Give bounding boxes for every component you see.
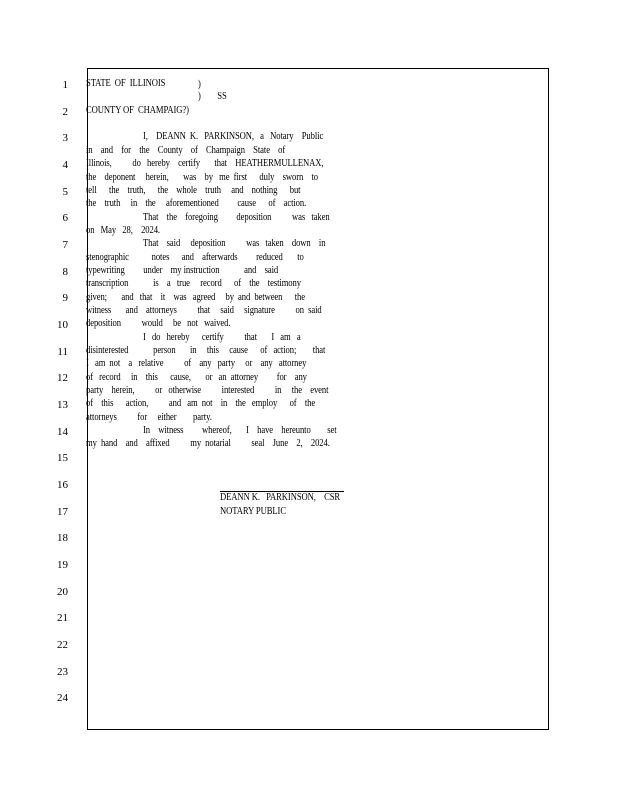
- body-line: I am not a relative of any party or any attorney: [86, 358, 307, 369]
- body-line: stenographic notes and afterwards reduced to: [86, 252, 304, 263]
- body-line: on May 28, 2024.: [86, 225, 160, 236]
- body-line: That the foregoing deposition was taken: [143, 212, 330, 223]
- line-number: 9: [62, 292, 68, 304]
- body-line: I, DEANN K. PARKINSON, a Notary Public: [143, 131, 324, 142]
- caption-paren-ss: ) SS: [198, 91, 227, 102]
- caption-paren: ): [198, 79, 201, 90]
- body-line: typewriting under my instruction and said: [86, 265, 279, 276]
- body-line: the deponent herein, was by me first duly sworn to: [86, 172, 318, 183]
- body-line: the truth in the aforementioned cause of action.: [86, 198, 307, 209]
- line-number: 12: [57, 372, 68, 384]
- body-line: my hand and affixed my notarial seal June 2, 2024.: [86, 438, 330, 449]
- body-line: disinterested person in this cause of action; that: [86, 345, 326, 356]
- body-line: In witness whereof, I have hereunto set: [143, 425, 337, 436]
- line-number: 14: [57, 426, 68, 438]
- signature-name: DEANN K. PARKINSON, CSR: [220, 492, 341, 503]
- body-line: I do hereby certify that I am a: [143, 332, 301, 343]
- line-number: 15: [57, 452, 68, 464]
- body-line: transcription is a true record of the testimony: [86, 278, 301, 289]
- line-number: 4: [62, 159, 68, 171]
- line-number: 1: [62, 79, 68, 91]
- line-number: 5: [62, 186, 68, 198]
- line-number: 22: [57, 639, 68, 651]
- body-line: given; and that it was agreed by and between the: [86, 292, 306, 303]
- line-number: 23: [57, 666, 68, 678]
- signature-title: NOTARY PUBLIC: [220, 506, 286, 517]
- body-line: deposition would be not waived.: [86, 318, 231, 329]
- line-number: 13: [57, 399, 68, 411]
- body-line: party herein, or otherwise interested in the event: [86, 385, 329, 396]
- line-number: 17: [57, 506, 68, 518]
- line-number: 10: [57, 319, 68, 331]
- body-line: attorneys for either party.: [86, 412, 212, 423]
- line-number: 19: [57, 559, 68, 571]
- body-line: Illinois, do hereby certify that HEATHERMULLENAX,: [86, 158, 324, 169]
- line-number: 21: [57, 612, 68, 624]
- body-line: That said deposition was taken down in: [143, 238, 326, 249]
- body-line: of record in this cause, or an attorney for any: [86, 372, 307, 383]
- line-number: 2: [62, 106, 68, 118]
- line-number: 3: [62, 132, 68, 144]
- body-line: of this action, and am not in the employ of the: [86, 398, 316, 409]
- line-number: 7: [62, 239, 68, 251]
- line-number: 18: [57, 532, 68, 544]
- line-number: 6: [62, 212, 68, 224]
- line-number: 16: [57, 479, 68, 491]
- caption-state: STATE OF ILLINOIS: [86, 78, 166, 89]
- line-number: 20: [57, 586, 68, 598]
- line-number: 11: [57, 346, 68, 358]
- line-number: 8: [62, 266, 68, 278]
- line-number: 24: [57, 692, 68, 704]
- body-line: tell the truth, the whole truth and nothing but: [86, 185, 301, 196]
- body-line: in and for the County of Champaign State of: [86, 145, 286, 156]
- caption-county: COUNTY OF CHAMPAIG?): [86, 105, 189, 116]
- body-line: witness and attorneys that said signature on said: [86, 305, 322, 316]
